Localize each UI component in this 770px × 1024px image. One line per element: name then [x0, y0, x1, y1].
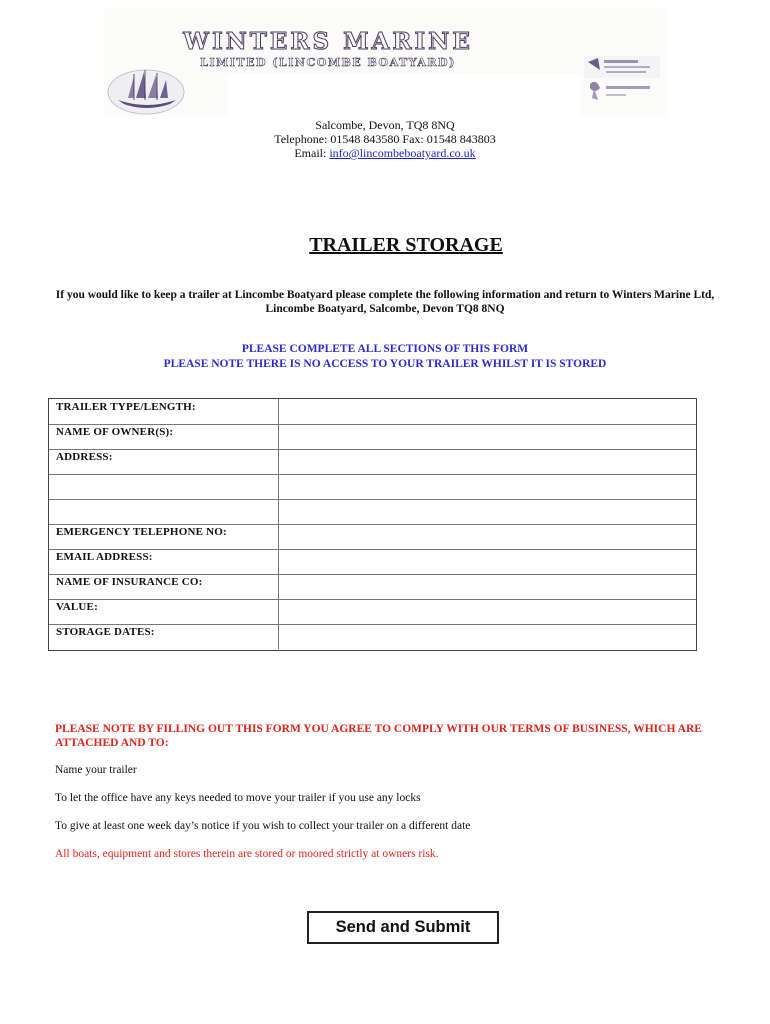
company-email-line — [0, 146, 770, 160]
field-label-cell — [49, 599, 277, 624]
field-label-cell — [49, 574, 277, 599]
address-line-2-left[interactable] — [49, 474, 277, 499]
association-badges-icon — [576, 54, 666, 116]
sailing-ship-logo-icon — [104, 66, 228, 116]
terms-heading: PLEASE NOTE BY FILLING OUT THIS FORM YOU AGREE TO COMPLY WITH OUR TERMS OF BUSINESS, WHICH ARE ATTACHED AND TO: — [55, 723, 702, 749]
email-label: Email: — [294, 146, 330, 160]
field-label: NAME OF INSURANCE CO: — [56, 576, 203, 588]
field-label: VALUE: — [56, 601, 98, 613]
company-name: WINTERS MARINE — [183, 28, 473, 55]
company-address: Salcombe, Devon, TQ8 8NQ — [315, 118, 455, 132]
form-intro: If you would like to keep a trailer at Lincombe Boatyard please complete the following information and return to Winters Marine Ltd, Lincombe Boatyard, Salcombe, Devon TQ8 8NQ — [55, 289, 715, 315]
table-row — [49, 399, 696, 425]
trailer-info-table — [48, 398, 697, 651]
field-label: EMAIL ADDRESS: — [56, 551, 153, 563]
email-link[interactable]: info@lincombeboatyard.co.uk — [329, 146, 476, 160]
notice-no-access: PLEASE NOTE THERE IS NO ACCESS TO YOUR TRAILER WHILST IT IS STORED — [163, 358, 607, 370]
company-telephone: Telephone: 01548 843580 Fax: 01548 843803 — [274, 132, 496, 146]
send-and-submit-button[interactable]: Send and Submit — [307, 911, 499, 944]
field-label-cell — [49, 399, 277, 424]
field-label: TRAILER TYPE/LENGTH: — [56, 401, 196, 413]
field-label-cell — [49, 449, 277, 474]
address-input-line-2[interactable] — [278, 474, 697, 499]
logo-gap — [228, 74, 580, 116]
emergency-phone-input[interactable] — [278, 524, 697, 549]
term-keys: To let the office have any keys needed to move your trailer if you use any locks — [55, 792, 421, 804]
field-label-cell — [49, 549, 277, 574]
field-label: NAME OF OWNER(S): — [56, 426, 174, 438]
table-row — [49, 599, 696, 625]
term-notice: To give at least one week day’s notice if you wish to collect your trailer on a different date — [55, 820, 471, 832]
field-label-cell — [49, 424, 277, 449]
table-row — [49, 574, 696, 600]
field-label: STORAGE DATES: — [56, 626, 155, 638]
table-row — [49, 449, 696, 475]
field-label-cell — [49, 624, 277, 649]
field-label-cell — [49, 524, 277, 549]
field-label: EMERGENCY TELEPHONE NO: — [56, 526, 227, 538]
table-row — [49, 524, 696, 550]
notice-complete-all: PLEASE COMPLETE ALL SECTIONS OF THIS FORM — [241, 343, 529, 355]
address-line-3-left[interactable] — [49, 499, 277, 524]
term-name-trailer: Name your trailer — [55, 764, 137, 776]
table-row — [49, 499, 696, 525]
trailer-type-input[interactable] — [278, 399, 697, 424]
storage-dates-input[interactable] — [278, 624, 697, 649]
table-row — [49, 424, 696, 450]
address-input-line-1[interactable] — [278, 449, 697, 474]
insurance-company-input[interactable] — [278, 574, 697, 599]
field-label: ADDRESS: — [56, 451, 113, 463]
value-input[interactable] — [278, 599, 697, 624]
page-title: TRAILER STORAGE — [309, 234, 503, 256]
term-owners-risk: All boats, equipment and stores therein are stored or moored strictly at owners risk. — [55, 848, 439, 860]
email-address-input[interactable] — [278, 549, 697, 574]
table-row — [49, 624, 696, 649]
table-row — [49, 474, 696, 500]
owner-name-input[interactable] — [278, 424, 697, 449]
table-row — [49, 549, 696, 575]
company-subtitle: LIMITED (LINCOMBE BOATYARD) — [200, 56, 456, 69]
address-input-line-3[interactable] — [278, 499, 697, 524]
